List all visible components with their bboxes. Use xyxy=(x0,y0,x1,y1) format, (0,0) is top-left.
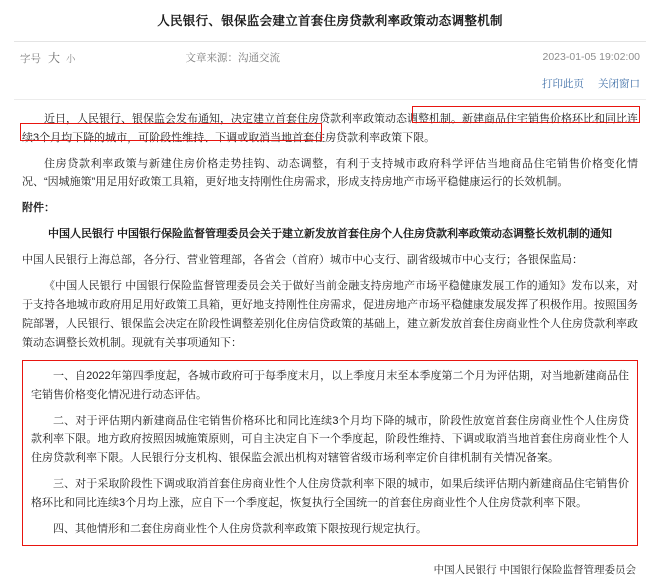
font-size-control[interactable] xyxy=(20,49,76,66)
list-item: 四、其他情形和二套住房商业性个人住房贷款利率政策下限按现行规定执行。 xyxy=(53,523,427,536)
meta-bar xyxy=(14,41,646,70)
font-size-small-button[interactable]: 小 xyxy=(66,53,76,65)
notice-preamble: 《中国人民银行 中国银行保险监督管理委员会关于做好当前金融支持房地产市场平稳健康发展工作的通知》发布以来，对于支持各地城市政府用足用好政策工具箱，更好地支持刚性住房需求，促进房地产市场平稳健康发展发挥了积极作用。按照国务院部署，人民银行、银保监会决定在阶段性调整差别化住房信贷政策的基础上，建立新发放首套住房商业性个人住房贷款利率政策动态调整长效机制。现就有关事项通知下： xyxy=(22,280,638,349)
attachment-label: 附件： xyxy=(22,202,55,215)
page-title: 人民银行、银保监会建立首套住房贷款利率政策动态调整机制 xyxy=(157,14,503,28)
list-item: 二、对于评估期内新建商品住宅销售价格环比和同比连续3个月均下降的城市，阶段性放宽首套住房商业性个人住房贷款利率下限。地方政府按照因城施策原则，可自主决定自下一个季度起，阶段性维持、下调或取消当地首套住房商业性个人住房贷款利率下限。人民银行分支机构、银保监会派出机构对辖管省级市场利率定价自律机制有关情况备案。 xyxy=(31,414,629,465)
font-size-label: 字号 xyxy=(20,52,41,65)
highlighted-items-block xyxy=(22,360,638,546)
paragraph-2: 住房贷款利率政策与新建住房价格走势挂钩、动态调整，有利于支持城市政府科学评估当地商品住宅销售价格变化情况、“因城施策”用足用好政策工具箱，更好地支持刚性住房需求，形成支持房地产市场平稳健康运行的长效机制。 xyxy=(22,157,638,189)
list-item: 三、对于采取阶段性下调或取消首套住房商业性个人住房贷款利率下限的城市，如果后续评估期内新建商品住宅销售价格环比和同比连续3个月均上涨，应自下一个季度起，恢复执行全国统一的首套住房商业性个人住房贷款利率下限。 xyxy=(31,478,629,510)
list-item: 一、自2022年第四季度起，各城市政府可于每季度末月，以上季度月末至本季度第二个月为评估期，对当地新建商品住宅销售价格变化情况进行动态评估。 xyxy=(31,369,629,401)
font-size-large-button[interactable]: 大 xyxy=(48,50,61,65)
article-date: 2023-01-05 19:02:00 xyxy=(542,51,640,64)
signature: 中国人民银行 中国银行保险监督管理委员会 xyxy=(433,563,636,576)
article-body xyxy=(0,100,660,560)
paragraph-lead xyxy=(22,110,638,148)
close-window-link[interactable]: 关闭窗口 xyxy=(598,77,640,90)
highlighted-clause: 新建商品住宅销售价格环比和同比连续3个月均下降的城市，可阶段性维持、下调或取消当地首套住房贷款利率政策下限。 xyxy=(22,112,638,144)
print-page-link[interactable]: 打印此页 xyxy=(542,77,584,90)
paragraph-lead-text: 近日，人民银行、银保监会发布通知，决定建立首套住房贷款利率政策动态调整机制。 xyxy=(44,112,462,125)
notice-title: 中国人民银行 中国银行保险监督管理委员会关于建立新发放首套住房个人住房贷款利率政策动态调整长效机制的通知 xyxy=(47,228,613,241)
notice-recipients: 中国人民银行上海总部，各分行、营业管理部，各省会（首府）城市中心支行、副省级城市中心支行；各银保监局： xyxy=(22,254,583,267)
action-bar xyxy=(14,70,646,100)
article-source: 文章来源：沟通交流 xyxy=(185,51,281,64)
